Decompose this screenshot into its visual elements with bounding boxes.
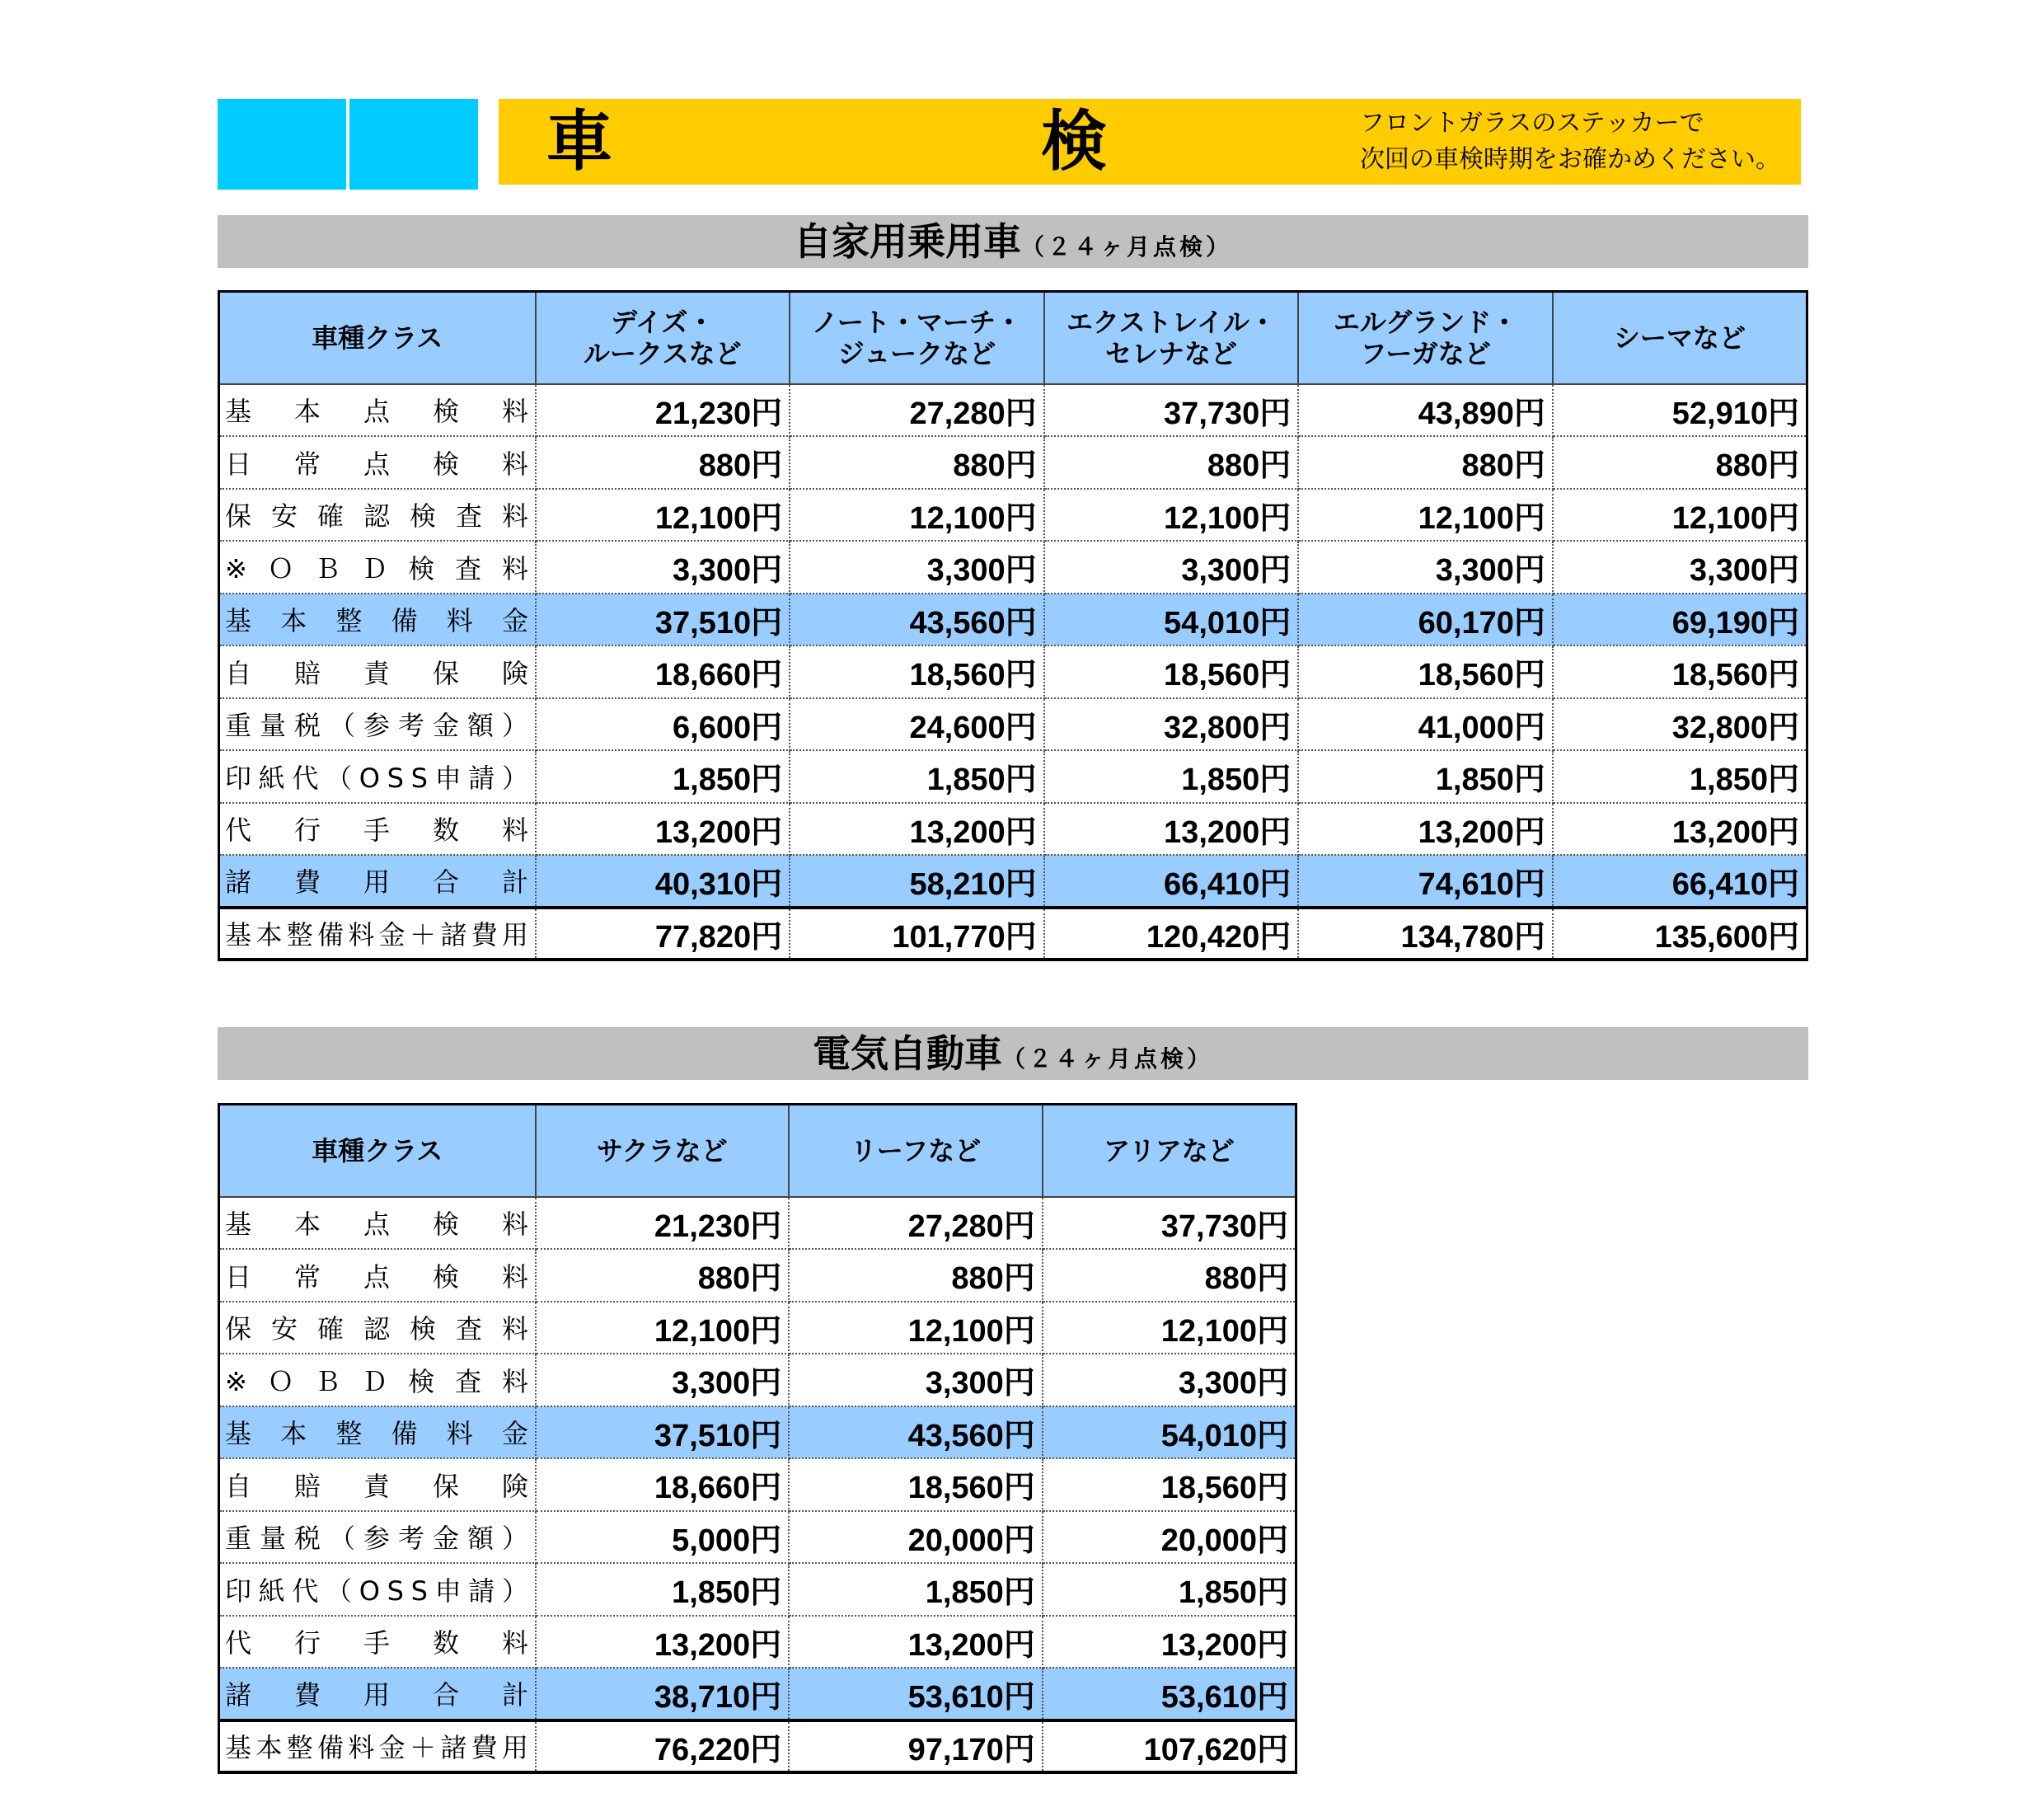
fee-value-cell: 12,100円 bbox=[536, 489, 790, 542]
col-header-class: 車種クラス bbox=[219, 1105, 536, 1197]
col-header-line: サクラなど bbox=[596, 1134, 728, 1166]
table-row bbox=[219, 908, 1807, 960]
fee-value-cell: 18,560円 bbox=[1553, 645, 1807, 698]
row-label bbox=[219, 855, 571, 908]
table-row bbox=[219, 1354, 1296, 1406]
row-label bbox=[219, 1354, 549, 1406]
col-header-model bbox=[1298, 292, 1553, 384]
section-title-main: 自家用乗用車 bbox=[793, 219, 1021, 264]
fee-value-cell: 880円 bbox=[789, 1249, 1043, 1302]
table-row bbox=[219, 750, 1807, 803]
row-label bbox=[219, 384, 571, 437]
sticker-note bbox=[1360, 106, 1780, 178]
row-label bbox=[219, 698, 536, 751]
fee-value-cell: 134,780円 bbox=[1298, 908, 1553, 960]
table-row bbox=[219, 1720, 1296, 1773]
fee-value-cell: 18,560円 bbox=[1298, 645, 1553, 698]
fee-value-cell: 18,660円 bbox=[536, 1458, 790, 1511]
table-row bbox=[219, 645, 1807, 698]
fee-value-cell: 13,200円 bbox=[1043, 1616, 1296, 1669]
row-label bbox=[219, 1458, 571, 1511]
fee-value-cell: 120,420円 bbox=[1044, 908, 1299, 960]
fee-value-cell: 53,610円 bbox=[789, 1668, 1043, 1720]
fee-value-cell: 21,230円 bbox=[536, 384, 790, 437]
fee-value-cell: 66,410円 bbox=[1044, 855, 1299, 908]
table-row bbox=[219, 855, 1807, 908]
fee-value-cell: 27,280円 bbox=[790, 384, 1044, 437]
fee-value-cell: 1,850円 bbox=[789, 1563, 1043, 1616]
fee-value-cell: 1,850円 bbox=[1298, 750, 1553, 803]
table-header-row bbox=[219, 292, 1807, 384]
fee-value-cell: 37,730円 bbox=[1044, 384, 1299, 437]
fee-value-cell: 1,850円 bbox=[1553, 750, 1807, 803]
fee-value-cell: 12,100円 bbox=[1044, 489, 1299, 542]
fee-value-cell: 1,850円 bbox=[536, 1563, 790, 1616]
row-label bbox=[219, 750, 536, 803]
row-label-text: 基本点検料 bbox=[225, 396, 571, 428]
row-label bbox=[219, 1563, 536, 1616]
row-label bbox=[219, 908, 536, 960]
table-row bbox=[219, 1668, 1296, 1720]
row-label bbox=[219, 1406, 558, 1459]
col-header-line: ジュークなど bbox=[837, 337, 996, 369]
page-title: 車 検 bbox=[546, 103, 1206, 180]
fee-value-cell: 27,280円 bbox=[789, 1197, 1043, 1250]
table-row bbox=[219, 1616, 1296, 1669]
row-label-text: 基本整備料金 bbox=[225, 1418, 558, 1450]
col-header-line: シーマなど bbox=[1613, 322, 1746, 354]
row-label-text: 重量税（参考金額） bbox=[225, 710, 537, 742]
fee-value-cell: 54,010円 bbox=[1044, 594, 1299, 646]
table-row bbox=[219, 698, 1807, 751]
fee-value-cell: 101,770円 bbox=[790, 908, 1044, 960]
fee-value-cell: 43,560円 bbox=[790, 594, 1044, 646]
row-label-text: 日常点検料 bbox=[225, 1260, 571, 1293]
fee-value-cell: 97,170円 bbox=[789, 1720, 1043, 1773]
fee-value-cell: 43,890円 bbox=[1298, 384, 1553, 437]
fee-table-electric-car bbox=[218, 1103, 1297, 1774]
fee-value-cell: 12,100円 bbox=[1553, 489, 1807, 542]
row-label bbox=[219, 594, 558, 646]
col-header-model bbox=[536, 1105, 790, 1197]
col-header-line: エルグランド・ bbox=[1333, 306, 1518, 338]
table-row bbox=[219, 1511, 1296, 1564]
table-row bbox=[219, 594, 1807, 646]
row-label-text: 諸費用合計 bbox=[225, 866, 571, 899]
fee-value-cell: 13,200円 bbox=[1298, 803, 1553, 856]
col-header-model bbox=[536, 292, 790, 384]
fee-value-cell: 3,300円 bbox=[1043, 1354, 1296, 1406]
col-header-line: ルークスなど bbox=[583, 337, 742, 369]
fee-value-cell: 1,850円 bbox=[1043, 1563, 1296, 1616]
row-label bbox=[219, 436, 571, 489]
col-header-line: リーフなど bbox=[850, 1134, 982, 1166]
row-label-text: 自賠責保険 bbox=[225, 1470, 571, 1502]
row-label-text: 基本整備料金＋諸費用 bbox=[225, 1732, 533, 1764]
fee-value-cell: 3,300円 bbox=[536, 541, 790, 594]
fee-value-cell: 880円 bbox=[1044, 436, 1299, 489]
row-label bbox=[219, 541, 549, 594]
fee-value-cell: 880円 bbox=[1553, 436, 1807, 489]
sticker-note-line-1: フロントガラスのステッカーで bbox=[1360, 109, 1704, 138]
fee-value-cell: 18,560円 bbox=[789, 1458, 1043, 1511]
fee-value-cell: 37,510円 bbox=[536, 594, 790, 646]
row-label-text: 印紙代（OSS申請） bbox=[225, 1575, 536, 1607]
fee-value-cell: 12,100円 bbox=[789, 1302, 1043, 1354]
table-row bbox=[219, 803, 1807, 856]
fee-value-cell: 38,710円 bbox=[536, 1668, 790, 1720]
fee-value-cell: 37,510円 bbox=[536, 1406, 790, 1459]
sticker-note-line-2: 次回の車検時期をお確かめください。 bbox=[1360, 145, 1780, 174]
section-title-sub: （２４ヶ月点検） bbox=[1020, 233, 1232, 260]
table-row bbox=[219, 1458, 1296, 1511]
col-header-model bbox=[1553, 292, 1807, 384]
row-label bbox=[219, 1197, 571, 1250]
fee-value-cell: 6,600円 bbox=[536, 698, 790, 751]
fee-value-cell: 12,100円 bbox=[536, 1302, 790, 1354]
fee-value-cell: 13,200円 bbox=[1553, 803, 1807, 856]
row-label-text: 保安確認検査料 bbox=[225, 1313, 548, 1345]
col-header-line: フーガなど bbox=[1360, 337, 1491, 369]
fee-value-cell: 3,300円 bbox=[1044, 541, 1299, 594]
fee-value-cell: 53,610円 bbox=[1043, 1668, 1296, 1720]
fee-value-cell: 13,200円 bbox=[536, 1616, 790, 1669]
table-row bbox=[219, 489, 1807, 542]
col-header-model bbox=[789, 1105, 1043, 1197]
table-row bbox=[219, 436, 1807, 489]
fee-value-cell: 3,300円 bbox=[536, 1354, 790, 1406]
row-label bbox=[219, 803, 571, 856]
col-header-model bbox=[1044, 292, 1299, 384]
row-label-text: 基本点検料 bbox=[225, 1209, 571, 1241]
fee-value-cell: 43,560円 bbox=[789, 1406, 1043, 1459]
fee-value-cell: 69,190円 bbox=[1553, 594, 1807, 646]
table-row bbox=[219, 384, 1807, 437]
fee-value-cell: 12,100円 bbox=[790, 489, 1044, 542]
section-title-private-car bbox=[218, 215, 1808, 268]
row-label-text: ※ＯＢＤ検査料 bbox=[225, 1365, 549, 1397]
fee-value-cell: 18,560円 bbox=[790, 645, 1044, 698]
row-label bbox=[219, 645, 571, 698]
fee-value-cell: 3,300円 bbox=[790, 541, 1044, 594]
fee-value-cell: 58,210円 bbox=[790, 855, 1044, 908]
fee-value-cell: 52,910円 bbox=[1553, 384, 1807, 437]
fee-value-cell: 60,170円 bbox=[1298, 594, 1553, 646]
row-label-text: 諸費用合計 bbox=[225, 1679, 571, 1711]
col-header-line: アリアなど bbox=[1104, 1134, 1235, 1166]
fee-value-cell: 18,560円 bbox=[1043, 1458, 1296, 1511]
fee-value-cell: 32,800円 bbox=[1044, 698, 1299, 751]
fee-value-cell: 13,200円 bbox=[1044, 803, 1299, 856]
fee-value-cell: 5,000円 bbox=[536, 1511, 790, 1564]
fee-value-cell: 107,620円 bbox=[1043, 1720, 1296, 1773]
fee-value-cell: 74,610円 bbox=[1298, 855, 1553, 908]
row-label-text: ※ＯＢＤ検査料 bbox=[225, 552, 549, 584]
title-banner bbox=[499, 99, 1801, 185]
col-header-line: エクストレイル・ bbox=[1066, 306, 1277, 338]
fee-value-cell: 880円 bbox=[536, 1249, 790, 1302]
table-row bbox=[219, 1249, 1296, 1302]
col-header-model bbox=[1043, 1105, 1296, 1197]
row-label-text: 印紙代（OSS申請） bbox=[225, 762, 536, 794]
table-row bbox=[219, 1302, 1296, 1354]
section-title-sub: （２４ヶ月点検） bbox=[1001, 1045, 1213, 1072]
fee-value-cell: 1,850円 bbox=[1044, 750, 1299, 803]
fee-value-cell: 40,310円 bbox=[536, 855, 790, 908]
row-label bbox=[219, 1302, 548, 1354]
row-label bbox=[219, 1668, 571, 1720]
row-label-text: 基本整備料金 bbox=[225, 605, 558, 637]
row-label-text: 代行手数料 bbox=[225, 1627, 571, 1659]
fee-value-cell: 37,730円 bbox=[1043, 1197, 1296, 1250]
row-label-text: 保安確認検査料 bbox=[225, 500, 548, 533]
fee-value-cell: 20,000円 bbox=[1043, 1511, 1296, 1564]
table-row bbox=[219, 1406, 1296, 1459]
table-header-row bbox=[219, 1105, 1296, 1197]
fee-value-cell: 77,820円 bbox=[536, 908, 790, 960]
row-label-text: 重量税（参考金額） bbox=[225, 1523, 537, 1555]
fee-value-cell: 880円 bbox=[1043, 1249, 1296, 1302]
fee-value-cell: 24,600円 bbox=[790, 698, 1044, 751]
table-row bbox=[219, 1563, 1296, 1616]
fee-value-cell: 76,220円 bbox=[536, 1720, 790, 1773]
fee-value-cell: 54,010円 bbox=[1043, 1406, 1296, 1459]
fee-value-cell: 18,560円 bbox=[1044, 645, 1299, 698]
fee-value-cell: 12,100円 bbox=[1298, 489, 1553, 542]
fee-value-cell: 3,300円 bbox=[1298, 541, 1553, 594]
fee-value-cell: 880円 bbox=[1298, 436, 1553, 489]
row-label-text: 基本整備料金＋諸費用 bbox=[225, 919, 533, 951]
fee-value-cell: 3,300円 bbox=[1553, 541, 1807, 594]
row-label bbox=[219, 1511, 536, 1564]
fee-value-cell: 13,200円 bbox=[536, 803, 790, 856]
col-header-line: ノート・マーチ・ bbox=[811, 306, 1022, 338]
fee-value-cell: 135,600円 bbox=[1553, 908, 1807, 960]
cyan-decor-block-1 bbox=[218, 99, 346, 190]
row-label-text: 代行手数料 bbox=[225, 814, 571, 847]
row-label bbox=[219, 1249, 571, 1302]
cyan-decor-block-2 bbox=[349, 99, 478, 190]
section-title-electric-car bbox=[218, 1027, 1808, 1080]
fee-value-cell: 1,850円 bbox=[536, 750, 790, 803]
row-label-text: 自賠責保険 bbox=[225, 657, 571, 689]
row-label bbox=[219, 1616, 571, 1669]
row-label bbox=[219, 1720, 536, 1773]
row-label bbox=[219, 489, 548, 542]
col-header-class: 車種クラス bbox=[219, 292, 536, 384]
fee-value-cell: 12,100円 bbox=[1043, 1302, 1296, 1354]
fee-value-cell: 32,800円 bbox=[1553, 698, 1807, 751]
fee-value-cell: 21,230円 bbox=[536, 1197, 790, 1250]
row-label-text: 日常点検料 bbox=[225, 448, 571, 480]
fee-value-cell: 880円 bbox=[790, 436, 1044, 489]
col-header-model bbox=[790, 292, 1044, 384]
section-title-main: 電気自動車 bbox=[812, 1031, 1002, 1076]
fee-value-cell: 13,200円 bbox=[789, 1616, 1043, 1669]
fee-value-cell: 66,410円 bbox=[1553, 855, 1807, 908]
fee-value-cell: 13,200円 bbox=[790, 803, 1044, 856]
table-row bbox=[219, 541, 1807, 594]
fee-value-cell: 3,300円 bbox=[789, 1354, 1043, 1406]
fee-value-cell: 1,850円 bbox=[790, 750, 1044, 803]
table-row bbox=[219, 1197, 1296, 1250]
fee-value-cell: 41,000円 bbox=[1298, 698, 1553, 751]
fee-value-cell: 880円 bbox=[536, 436, 790, 489]
col-header-line: セレナなど bbox=[1104, 337, 1237, 369]
col-header-line: デイズ・ bbox=[611, 306, 715, 338]
fee-table-private-car bbox=[218, 290, 1808, 961]
fee-value-cell: 20,000円 bbox=[789, 1511, 1043, 1564]
fee-value-cell: 18,660円 bbox=[536, 645, 790, 698]
